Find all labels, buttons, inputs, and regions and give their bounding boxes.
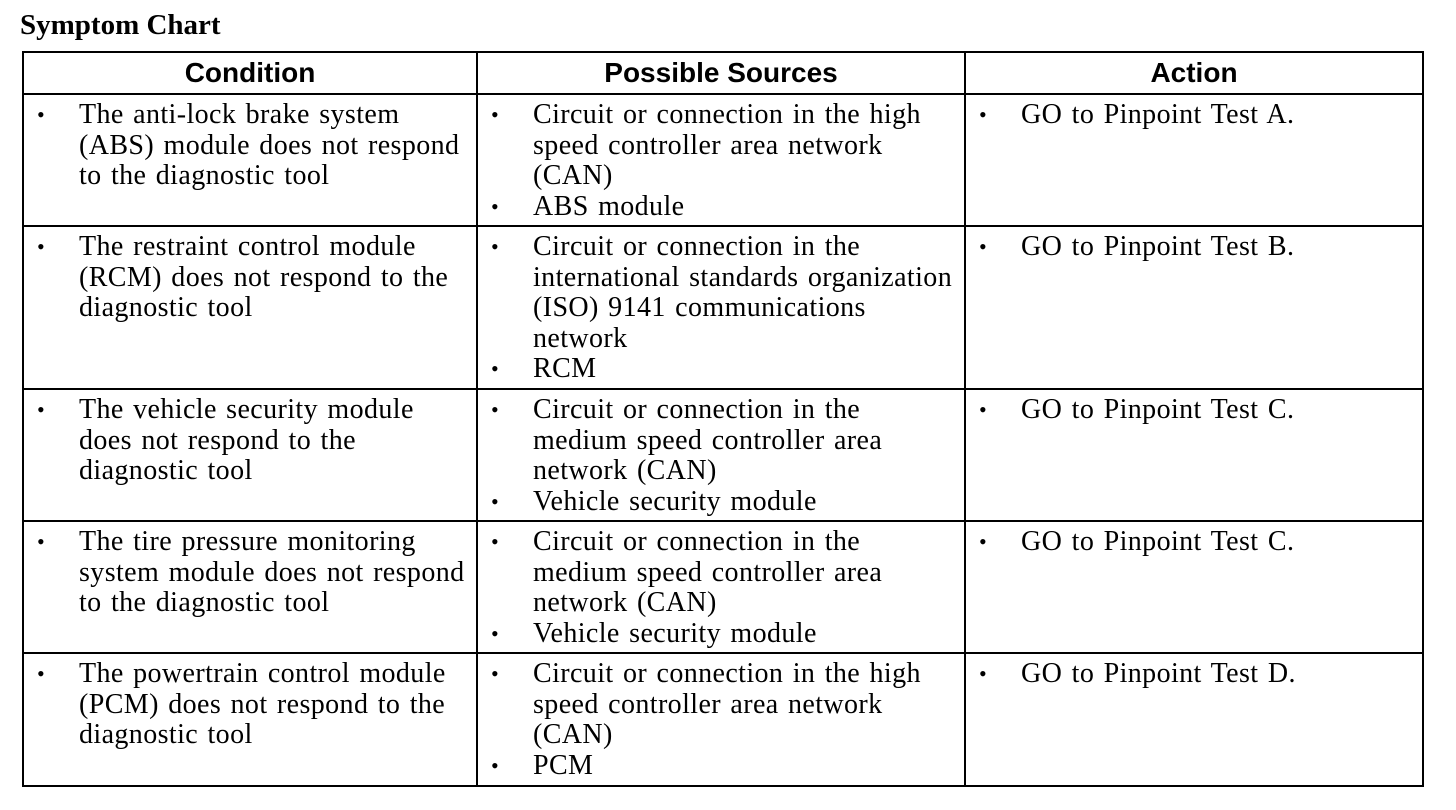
action-text: GO to Pinpoint Test B. bbox=[1021, 231, 1295, 262]
action-text: GO to Pinpoint Test D. bbox=[1021, 658, 1296, 689]
condition-cell bbox=[23, 94, 477, 226]
condition-item bbox=[24, 527, 466, 619]
source-text: PCM bbox=[533, 749, 594, 781]
condition-text: The anti-lock brake system (ABS) module does not respond to the diagnostic tool bbox=[79, 99, 460, 191]
source-text: Vehicle security module bbox=[533, 617, 817, 649]
sources-cell bbox=[477, 389, 965, 521]
bullet-icon: • bbox=[491, 488, 500, 514]
header-condition: Condition bbox=[23, 52, 477, 94]
table-row bbox=[23, 389, 1423, 521]
condition-text: The restraint control module (RCM) does not respond to the diagnostic tool bbox=[79, 231, 449, 323]
bullet-icon: • bbox=[979, 661, 988, 686]
sources-cell bbox=[477, 94, 965, 226]
action-item bbox=[966, 527, 1412, 558]
source-item bbox=[478, 192, 954, 223]
page-title: Symptom Chart bbox=[20, 9, 221, 41]
bullet-icon: • bbox=[491, 620, 500, 646]
source-item bbox=[478, 659, 954, 751]
condition-cell bbox=[23, 389, 477, 521]
condition-text: The powertrain control module (PCM) does not respond to the diagnostic tool bbox=[79, 658, 446, 750]
table-row bbox=[23, 653, 1423, 786]
condition-cell bbox=[23, 521, 477, 653]
source-item bbox=[478, 527, 954, 619]
source-text: Circuit or connection in the medium speed controller area network (CAN) bbox=[533, 394, 883, 486]
action-item bbox=[966, 659, 1412, 690]
source-item bbox=[478, 232, 954, 354]
condition-item bbox=[24, 395, 466, 487]
sources-cell bbox=[477, 521, 965, 653]
condition-cell bbox=[23, 653, 477, 786]
source-text: RCM bbox=[533, 353, 597, 384]
bullet-icon: • bbox=[37, 234, 46, 259]
header-action: Action bbox=[965, 52, 1423, 94]
bullet-icon: • bbox=[37, 102, 46, 127]
action-item bbox=[966, 100, 1412, 131]
action-text: GO to Pinpoint Test C. bbox=[1021, 526, 1295, 557]
source-text: Vehicle security module bbox=[533, 485, 817, 517]
source-text: Circuit or connection in the high speed controller area network (CAN) bbox=[533, 658, 921, 750]
source-item bbox=[478, 100, 954, 192]
condition-cell bbox=[23, 226, 477, 389]
action-text: GO to Pinpoint Test C. bbox=[1021, 394, 1295, 425]
header-possible-sources: Possible Sources bbox=[477, 52, 965, 94]
condition-text: The vehicle security module does not respond to the diagnostic tool bbox=[79, 394, 414, 486]
bullet-icon: • bbox=[491, 193, 500, 219]
sources-cell bbox=[477, 653, 965, 786]
action-cell bbox=[965, 653, 1423, 786]
source-item bbox=[478, 619, 954, 650]
source-item bbox=[478, 751, 954, 782]
condition-item bbox=[24, 232, 466, 324]
action-text: GO to Pinpoint Test A. bbox=[1021, 99, 1295, 130]
bullet-icon: • bbox=[979, 529, 988, 554]
bullet-icon: • bbox=[37, 397, 46, 422]
bullet-icon: • bbox=[491, 752, 500, 778]
bullet-icon: • bbox=[491, 661, 500, 686]
symptom-table bbox=[22, 51, 1424, 787]
source-text: Circuit or connection in the medium speed controller area network (CAN) bbox=[533, 526, 883, 618]
table-row bbox=[23, 226, 1423, 389]
action-cell bbox=[965, 389, 1423, 521]
action-item bbox=[966, 395, 1412, 426]
condition-text: The tire pressure monitoring system module does not respond to the diagnostic tool bbox=[79, 526, 465, 618]
bullet-icon: • bbox=[37, 661, 46, 686]
action-cell bbox=[965, 94, 1423, 226]
bullet-icon: • bbox=[491, 397, 500, 422]
source-text: Circuit or connection in the international standards organization (ISO) 9141 communications network bbox=[533, 231, 953, 354]
bullet-icon: • bbox=[979, 397, 988, 422]
bullet-icon: • bbox=[491, 234, 500, 259]
sources-cell bbox=[477, 226, 965, 389]
condition-item bbox=[24, 659, 466, 751]
source-item bbox=[478, 395, 954, 487]
source-text: Circuit or connection in the high speed controller area network (CAN) bbox=[533, 99, 921, 191]
bullet-icon: • bbox=[37, 529, 46, 554]
bullet-icon: • bbox=[979, 234, 988, 259]
action-item bbox=[966, 232, 1412, 263]
bullet-icon: • bbox=[979, 102, 988, 127]
action-cell bbox=[965, 521, 1423, 653]
bullet-icon: • bbox=[491, 356, 500, 381]
bullet-icon: • bbox=[491, 529, 500, 554]
table-row bbox=[23, 94, 1423, 226]
table-row bbox=[23, 521, 1423, 653]
source-item bbox=[478, 487, 954, 518]
source-item bbox=[478, 354, 954, 385]
header-row bbox=[23, 52, 1423, 94]
bullet-icon: • bbox=[491, 102, 500, 127]
condition-item bbox=[24, 100, 466, 192]
action-cell bbox=[965, 226, 1423, 389]
source-text: ABS module bbox=[533, 190, 685, 222]
